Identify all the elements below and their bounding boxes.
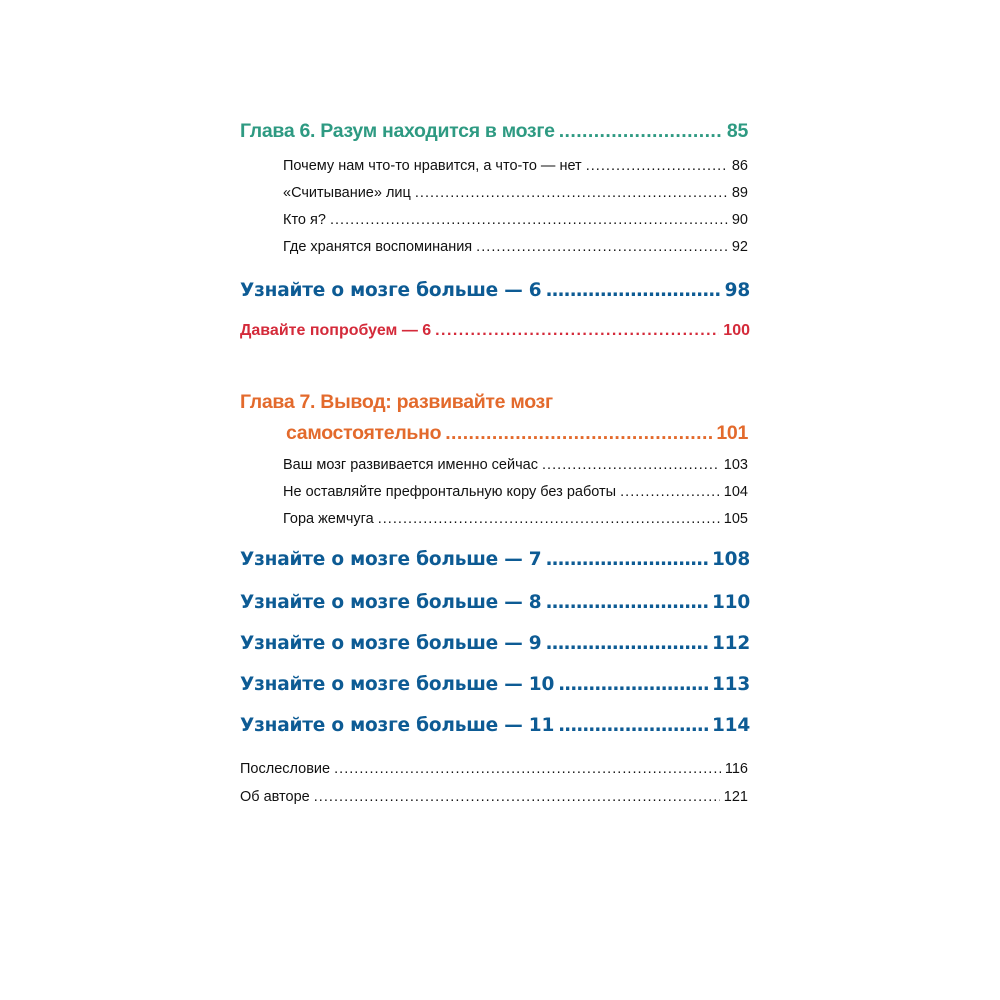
leader-dots [542, 457, 720, 473]
learn-more-title: Узнайте о мозге больше — 10 [240, 674, 555, 695]
learn-more-page: 112 [711, 633, 750, 654]
subentry-title: Ваш мозг развивается именно сейчас [283, 457, 538, 473]
chapter-7-title-line2: самостоятельно [286, 422, 442, 444]
toc-subentry[interactable] [283, 212, 748, 228]
learn-more-title: Узнайте о мозге больше — 9 [240, 633, 542, 654]
about-author-page: 121 [723, 789, 748, 805]
afterword-page: 116 [724, 761, 748, 777]
leader-dots [620, 484, 720, 500]
toc-subentry[interactable] [283, 484, 748, 500]
subentry-title: Где хранятся воспоминания [283, 239, 473, 255]
leader-dots [334, 761, 721, 777]
learn-more-7-entry[interactable] [240, 549, 750, 570]
leader-dots [545, 549, 708, 570]
learn-more-title: Узнайте о мозге больше — 7 [240, 549, 542, 570]
learn-more-page: 110 [711, 592, 750, 613]
subentry-title: Кто я? [283, 212, 326, 228]
leader-dots [586, 158, 728, 174]
about-author-title: Об авторе [240, 789, 310, 805]
subentry-title: Почему нам что-то нравится, а что-то — нет [283, 158, 582, 174]
leader-dots [435, 322, 719, 340]
learn-more-9-entry[interactable] [240, 633, 750, 654]
toc-subentry[interactable] [283, 185, 748, 201]
learn-more-6-entry[interactable] [240, 280, 750, 301]
leader-dots [545, 633, 708, 654]
chapter-6-title: Глава 6. Разум находится в мозге [240, 120, 555, 142]
toc-subentry[interactable] [283, 239, 748, 255]
learn-more-10-entry[interactable] [240, 674, 750, 695]
subentry-page: 103 [723, 457, 748, 473]
toc-subentry[interactable] [283, 158, 748, 174]
toc-subentry[interactable] [283, 511, 748, 527]
learn-more-page: 98 [724, 280, 750, 301]
subentry-title: «Считывание» лиц [283, 185, 411, 201]
leader-dots [558, 674, 708, 695]
subentry-title: Гора жемчуга [283, 511, 374, 527]
subentry-page: 90 [731, 212, 748, 228]
subentry-page: 86 [731, 158, 748, 174]
chapter-7-page: 101 [716, 422, 748, 444]
learn-more-title: Узнайте о мозге больше — 6 [240, 280, 542, 301]
chapter-6-page: 85 [726, 120, 748, 142]
learn-more-page: 114 [711, 715, 750, 736]
chapter-6-entry[interactable] [240, 120, 748, 143]
try-it-title: Давайте попробуем — 6 [240, 322, 432, 339]
learn-more-8-entry[interactable] [240, 592, 750, 613]
learn-more-title: Узнайте о мозге больше — 11 [240, 715, 555, 736]
leader-dots [559, 120, 723, 143]
leader-dots [330, 212, 728, 228]
subentry-page: 92 [731, 239, 748, 255]
learn-more-page: 108 [711, 549, 750, 570]
subentry-page: 104 [723, 484, 748, 500]
leader-dots [445, 422, 712, 445]
leader-dots [476, 239, 728, 255]
leader-dots [415, 185, 728, 201]
leader-dots [545, 592, 708, 613]
chapter-7-entry[interactable] [286, 422, 748, 445]
chapter-7-title-line1[interactable]: Глава 7. Вывод: развивайте мозг [240, 391, 553, 413]
afterword-entry[interactable] [240, 761, 748, 777]
try-it-6-entry[interactable] [240, 322, 750, 340]
leader-dots [558, 715, 708, 736]
subentry-page: 89 [731, 185, 748, 201]
about-author-entry[interactable] [240, 789, 748, 805]
subentry-page: 105 [723, 511, 748, 527]
learn-more-title: Узнайте о мозге больше — 8 [240, 592, 542, 613]
afterword-title: Послесловие [240, 761, 331, 777]
leader-dots [314, 789, 720, 805]
toc-subentry[interactable] [283, 457, 748, 473]
leader-dots [545, 280, 720, 301]
subentry-title: Не оставляйте префронтальную кору без работы [283, 484, 617, 500]
learn-more-11-entry[interactable] [240, 715, 750, 736]
try-it-page: 100 [723, 322, 750, 339]
leader-dots [378, 511, 720, 527]
learn-more-page: 113 [711, 674, 750, 695]
